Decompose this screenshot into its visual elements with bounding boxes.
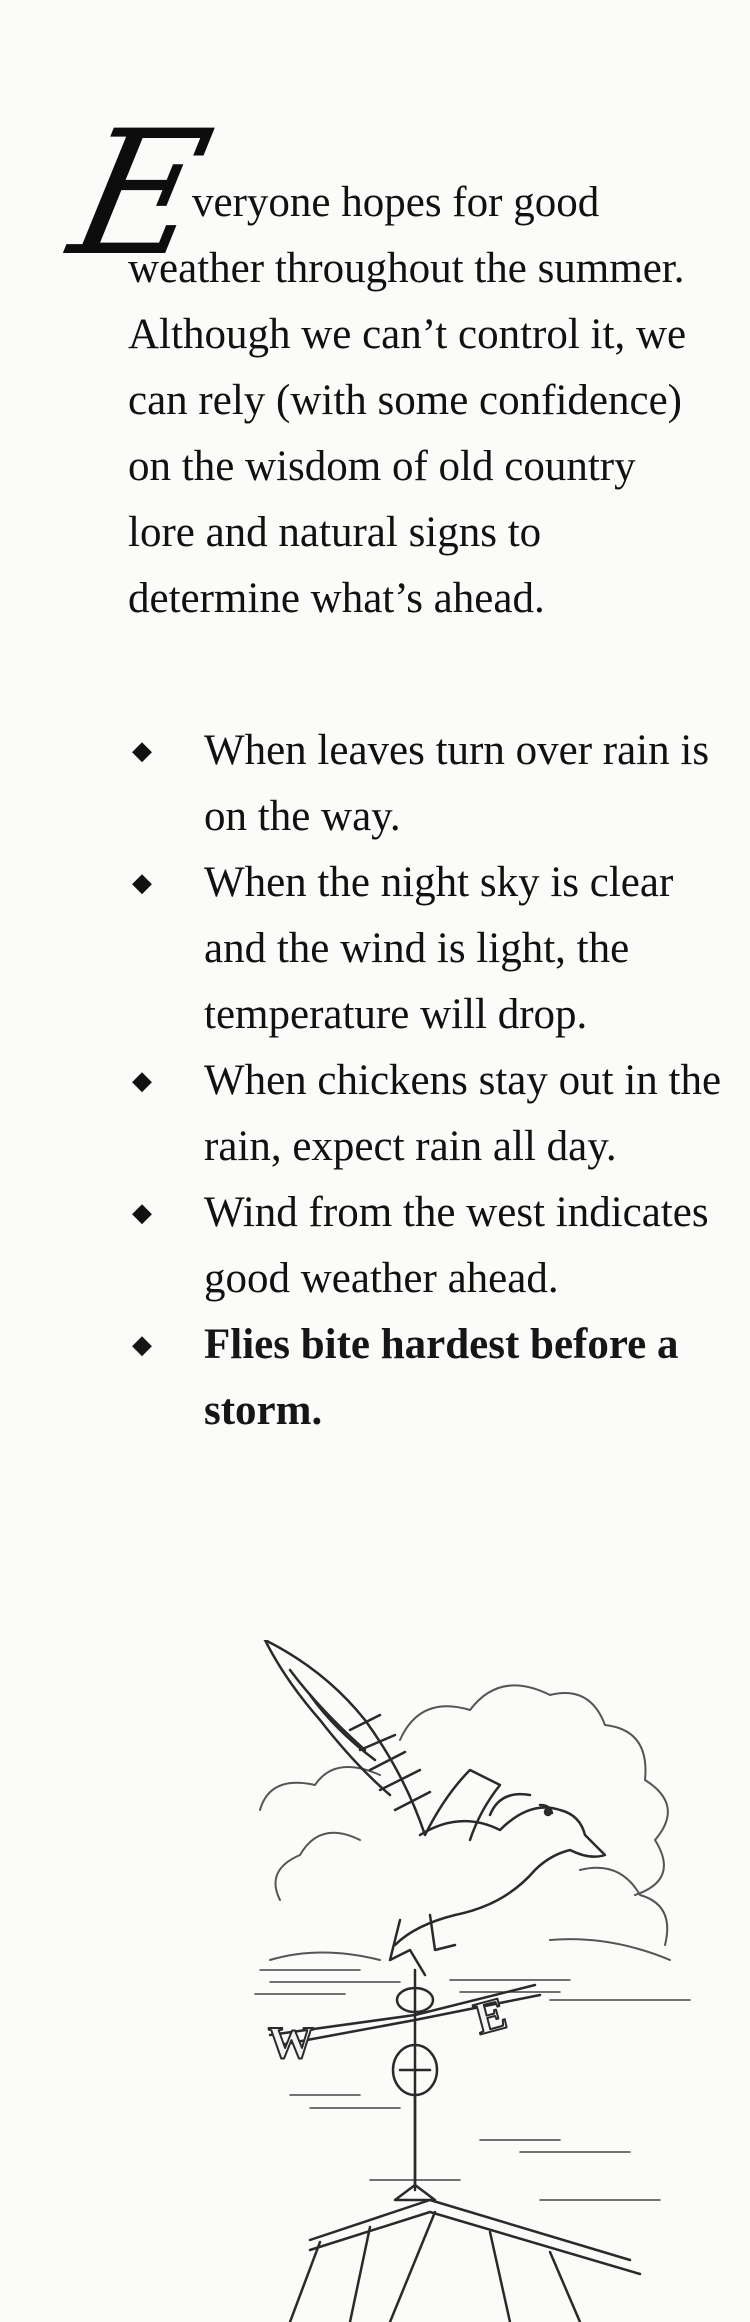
roof-icon — [290, 2200, 640, 2322]
tip-text: Wind from the west indicates good weather ahead. — [204, 1189, 709, 1302]
intro-text: veryone hopes for good weather throughout the summer. Although we can’t control it, we can rely (with some confidence) on the wisdom of old country lore and natural signs to determine what’s ahead. — [128, 179, 687, 622]
tip-text: Flies bite hardest before a storm. — [204, 1321, 679, 1434]
list-item — [128, 1180, 728, 1312]
diamond-bullet-icon: ◆ — [132, 736, 152, 765]
tip-text: When leaves turn over rain is on the way. — [204, 727, 710, 840]
goose-icon — [265, 1640, 605, 1975]
list-item — [128, 1312, 728, 1444]
tip-text: When the night sky is clear and the wind is light, the temperature will drop. — [204, 859, 674, 1038]
weather-tips-list — [128, 718, 728, 1444]
list-item — [128, 1048, 728, 1180]
list-item — [128, 850, 728, 1048]
intro-paragraph — [56, 93, 708, 632]
diamond-bullet-icon: ◆ — [132, 1066, 152, 1095]
compass-arms-icon — [268, 1970, 540, 2200]
cloud-icon — [260, 1685, 670, 1960]
diamond-bullet-icon: ◆ — [132, 1198, 152, 1227]
west-letter: W — [268, 2017, 314, 2068]
diamond-bullet-icon: ◆ — [132, 868, 152, 897]
drop-cap-letter: E — [56, 93, 226, 294]
east-letter: E — [468, 1987, 512, 2045]
tip-text: When chickens stay out in the rain, expect rain all day. — [204, 1057, 722, 1170]
list-item — [128, 718, 728, 850]
goose-weathervane-icon — [250, 1640, 730, 2322]
diamond-bullet-icon: ◆ — [132, 1330, 152, 1359]
